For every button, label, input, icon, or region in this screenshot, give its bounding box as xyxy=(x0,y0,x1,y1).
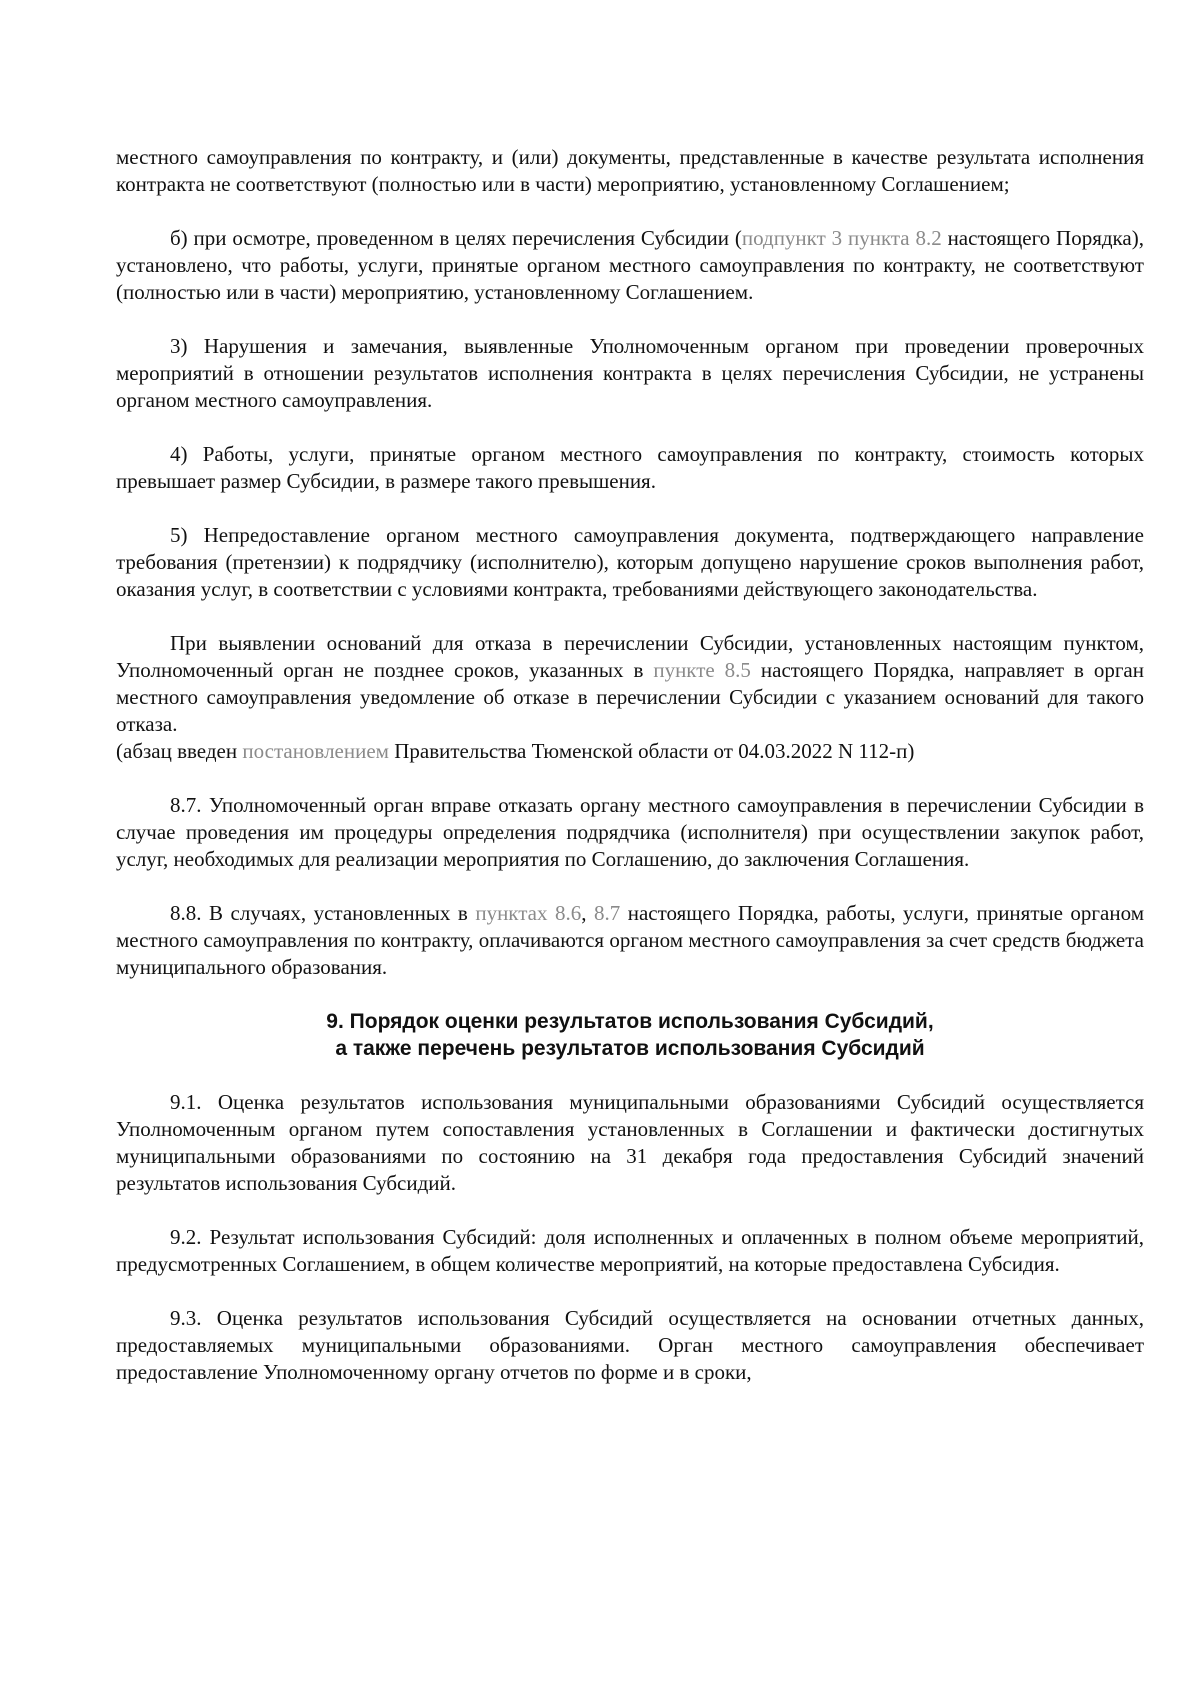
paragraph-text: настоящего Порядка, работы, услуги, принятые органом местного самоуправления по контракту, оплачиваются органом местного самоуправления за счет средств бюджета муниципального образования. xyxy=(116,901,1144,979)
paragraph-text: При выявлении оснований для отказа в перечислении Субсидии, установленных настоящим пунктом, Уполномоченный орган не позднее сроков, указанных в xyxy=(116,631,1144,682)
section-heading-line: а также перечень результатов использования Субсидий xyxy=(335,1037,925,1060)
paragraph-text: , xyxy=(581,901,594,925)
note-text: Правительства Тюменской области от 04.03.2022 N 112-п) xyxy=(388,739,915,763)
document-page xyxy=(116,144,1144,1413)
paragraph-text: б) при осмотре, проведенном в целях перечисления Субсидии ( xyxy=(170,226,742,250)
paragraph-item-5: 5) Непредоставление органом местного самоуправления документа, подтверждающего направление требования (претензии) к подрядчику (исполнителю), которым допущено нарушение сроков выполнения работ, оказания услуг, в соответствии с условиями контракта, требованиями действующего законодательства. xyxy=(116,523,1144,601)
paragraph-item-4: 4) Работы, услуги, принятые органом местного самоуправления по контракту, стоимость которых превышает размер Субсидии, в размере такого превышения. xyxy=(116,442,1144,493)
link-point-8-7[interactable]: 8.7 xyxy=(593,901,621,925)
paragraph-item-3: 3) Нарушения и замечания, выявленные Уполномоченным органом при проведении проверочных мероприятий в отношении результатов исполнения контракта в целях перечисления Субсидии, не устранены органом местного самоуправления. xyxy=(116,334,1144,412)
paragraph-refusal-notice xyxy=(116,630,1144,738)
paragraph-8-7: 8.7. Уполномоченный орган вправе отказать органу местного самоуправления в перечислении Субсидии в случае проведения им процедуры определения подрядчика (исполнителя) при осуществлении закупок работ, услуг, необходимых для реализации мероприятия по Соглашению, до заключения Соглашения. xyxy=(116,793,1144,871)
paragraph-8-8 xyxy=(116,900,1144,981)
link-points-8-6[interactable]: пунктах 8.6 xyxy=(475,901,582,925)
paragraph-text: настоящего Порядка, направляет в орган местного самоуправления уведомление об отказе в перечислении Субсидии с указанием оснований для такого отказа. xyxy=(116,658,1144,736)
amendment-note xyxy=(116,738,1144,765)
paragraph-9-3: 9.3. Оценка результатов использования Субсидий осуществляется на основании отчетных данных, предоставляемых муниципальными образованиями. Орган местного самоуправления обеспечивает предоставление Уполномоченному органу отчетов по форме и в сроки, xyxy=(116,1306,1144,1384)
link-subpoint-3-point-8-2[interactable]: подпункт 3 пункта 8.2 xyxy=(741,226,942,250)
section-9-heading xyxy=(116,1008,1144,1062)
link-resolution[interactable]: постановлением xyxy=(242,739,389,763)
paragraph-9-1: 9.1. Оценка результатов использования муниципальными образованиями Субсидий осуществляется Уполномоченным органом путем сопоставления установленных в Соглашении и фактически достигнутых муниципальными образованиями по состоянию на 31 декабря года предоставления Субсидий значений результатов использования Субсидий. xyxy=(116,1090,1144,1195)
link-point-8-5[interactable]: пункте 8.5 xyxy=(653,658,751,682)
section-heading-line: 9. Порядок оценки результатов использования Субсидий, xyxy=(326,1010,934,1033)
note-text: (абзац введен xyxy=(116,739,243,763)
paragraph-text: настоящего Порядка), установлено, что работы, услуги, принятые органом местного самоуправления по контракту, не соответствуют (полностью или в части) мероприятию, установленному Соглашением. xyxy=(116,226,1144,304)
paragraph-item-b xyxy=(116,225,1144,306)
paragraph-9-2: 9.2. Результат использования Субсидий: доля исполненных и оплаченных в полном объеме мероприятий, предусмотренных Соглашением, в общем количестве мероприятий, на которые предоставлена Субсидия. xyxy=(116,1225,1144,1276)
paragraph-text: 8.8. В случаях, установленных в xyxy=(170,901,476,925)
paragraph-continuation: местного самоуправления по контракту, и (или) документы, представленные в качестве результата исполнения контракта не соответствуют (полностью или в части) мероприятию, установленному Соглашением; xyxy=(116,145,1144,196)
